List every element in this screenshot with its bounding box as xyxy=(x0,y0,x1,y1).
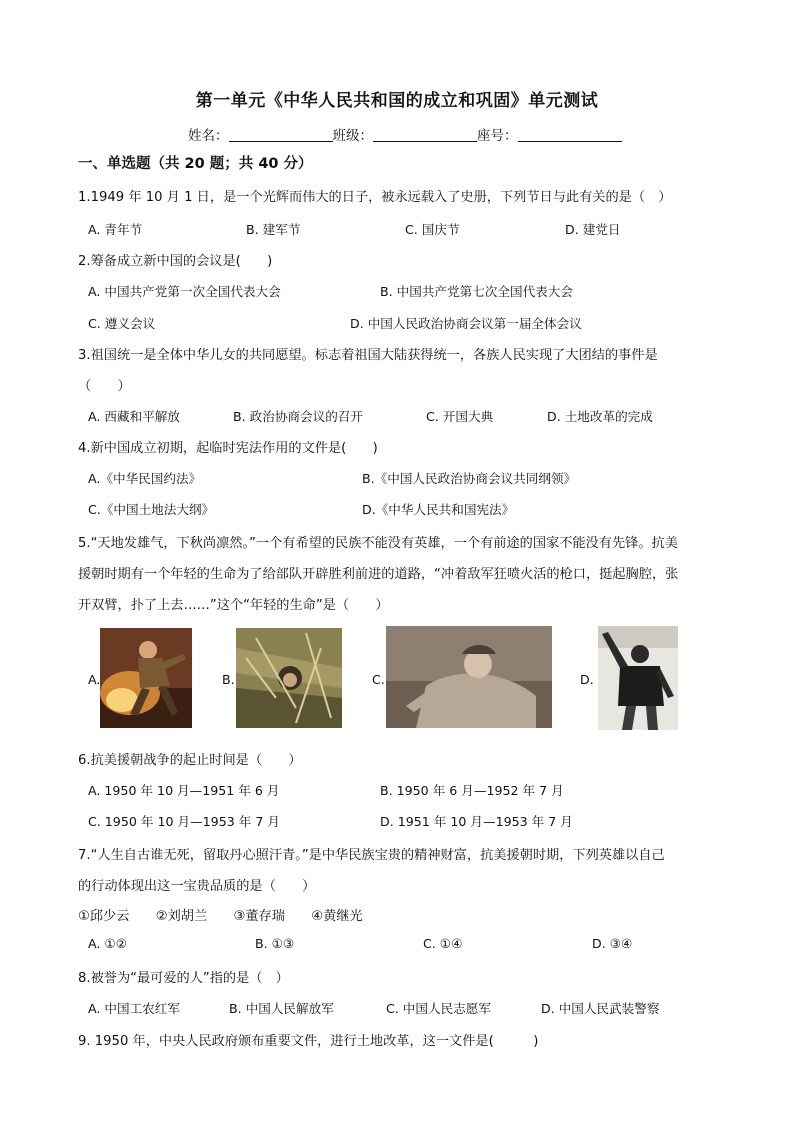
q1-option-c: C. 国庆节 xyxy=(405,222,460,237)
q3-option-a: A. 西藏和平解放 xyxy=(88,409,180,424)
question-3-stem: 3.祖国统一是全体中华儿女的共同愿望。标志着祖国大陆获得统一，各族人民实现了大团结的事件是 xyxy=(78,348,658,363)
q2-option-c: C. 遵义会议 xyxy=(88,316,156,331)
q5-image-c xyxy=(386,626,552,728)
q2-option-b: B. 中国共产党第七次全国代表大会 xyxy=(380,284,573,299)
question-6-stem: 6.抗美援朝战争的起止时间是（ ） xyxy=(78,753,302,768)
q7-option-d: D. ③④ xyxy=(592,936,633,951)
question-2-stem: 2.筹备成立新中国的会议是( ) xyxy=(78,254,273,269)
q5-option-c: C. xyxy=(372,672,385,687)
q6-option-c: C. 1950 年 10 月—1953 年 7 月 xyxy=(88,814,280,829)
q4-option-c: C.《中国土地法大纲》 xyxy=(88,502,215,517)
q4-option-a: A.《中华民国约法》 xyxy=(88,471,202,486)
q2-option-a: A. 中国共产党第一次全国代表大会 xyxy=(88,284,281,299)
q3-option-c: C. 开国大典 xyxy=(426,409,494,424)
question-8-stem: 8.被誉为“最可爱的人”指的是（ ） xyxy=(78,971,289,986)
seat-label: 座号： xyxy=(477,128,518,144)
q6-option-a: A. 1950 年 10 月—1951 年 6 月 xyxy=(88,783,280,798)
q1-option-b: B. 建军节 xyxy=(246,222,301,237)
question-5-stem: 5.“天地发雄气，下秋尚凛然。”一个有希望的民族不能没有英雄，一个有前途的国家不能没有先锋。抗美 xyxy=(78,536,678,551)
question-5-stem-cont-1: 援朝时期有一个年轻的生命为了给部队开辟胜利前进的道路，“冲着敌军狂喷火活的枪口，挺起胸腔，张 xyxy=(78,567,679,582)
q3-option-b: B. 政治协商会议的召开 xyxy=(233,409,363,424)
question-4-stem: 4.新中国成立初期，起临时宪法作用的文件是( ) xyxy=(78,441,378,456)
name-label: 姓名： xyxy=(188,128,229,144)
name-blank[interactable] xyxy=(229,127,333,142)
class-label: 班级： xyxy=(332,128,373,144)
q8-option-d: D. 中国人民武装警察 xyxy=(541,1001,660,1016)
q7-option-a: A. ①② xyxy=(88,936,127,951)
section-heading: 一、单选题（共 20 题；共 40 分） xyxy=(78,156,313,172)
question-9-stem: 9. 1950 年，中央人民政府颁布重要文件，进行土地改革，这一文件是( ) xyxy=(78,1034,539,1049)
student-info-line xyxy=(188,124,622,144)
question-5-stem-cont-2: 开双臂，扑了上去……”这个“年轻的生命”是（ ） xyxy=(78,598,389,613)
q8-option-b: B. 中国人民解放军 xyxy=(229,1001,334,1016)
q2-option-d: D. 中国人民政治协商会议第一届全体会议 xyxy=(350,316,582,331)
q5-option-b: B. xyxy=(222,672,235,687)
question-1-stem: 1.1949 年 10 月 1 日，是一个光辉而伟大的日子，被永远载入了史册，下列节日与此有关的是（ ） xyxy=(78,190,672,205)
question-3-stem-cont: （ ） xyxy=(78,379,131,394)
q6-option-b: B. 1950 年 6 月—1952 年 7 月 xyxy=(380,783,564,798)
q6-option-d: D. 1951 年 10 月—1953 年 7 月 xyxy=(380,814,573,829)
q5-image-d xyxy=(598,626,678,730)
q3-option-d: D. 土地改革的完成 xyxy=(547,409,653,424)
q7-items: ①邱少云 ②刘胡兰 ③董存瑞 ④黄继光 xyxy=(78,909,363,924)
q5-option-a: A. xyxy=(88,672,101,687)
q7-option-b: B. ①③ xyxy=(255,936,295,951)
page-title: 第一单元《中华人民共和国的成立和巩固》单元测试 xyxy=(195,91,599,111)
q1-option-a: A. 青年节 xyxy=(88,222,143,237)
q1-option-d: D. 建党日 xyxy=(565,222,621,237)
q8-option-c: C. 中国人民志愿军 xyxy=(386,1001,491,1016)
seat-blank[interactable] xyxy=(518,127,622,142)
q4-option-b: B.《中国人民政治协商会议共同纲领》 xyxy=(362,471,577,486)
q4-option-d: D.《中华人民共和国宪法》 xyxy=(362,502,515,517)
q7-option-c: C. ①④ xyxy=(423,936,463,951)
q5-image-a xyxy=(100,628,192,728)
class-blank[interactable] xyxy=(373,127,477,142)
q8-option-a: A. 中国工农红军 xyxy=(88,1001,180,1016)
question-7-stem: 7.“人生自古谁无死，留取丹心照汗青。”是中华民族宝贵的精神财富，抗美援朝时期，下列英雄以自己 xyxy=(78,848,665,863)
q5-option-d: D. xyxy=(580,672,594,687)
question-7-stem-cont: 的行动体现出这一宝贵品质的是（ ） xyxy=(78,879,316,894)
q5-image-b xyxy=(236,628,342,728)
